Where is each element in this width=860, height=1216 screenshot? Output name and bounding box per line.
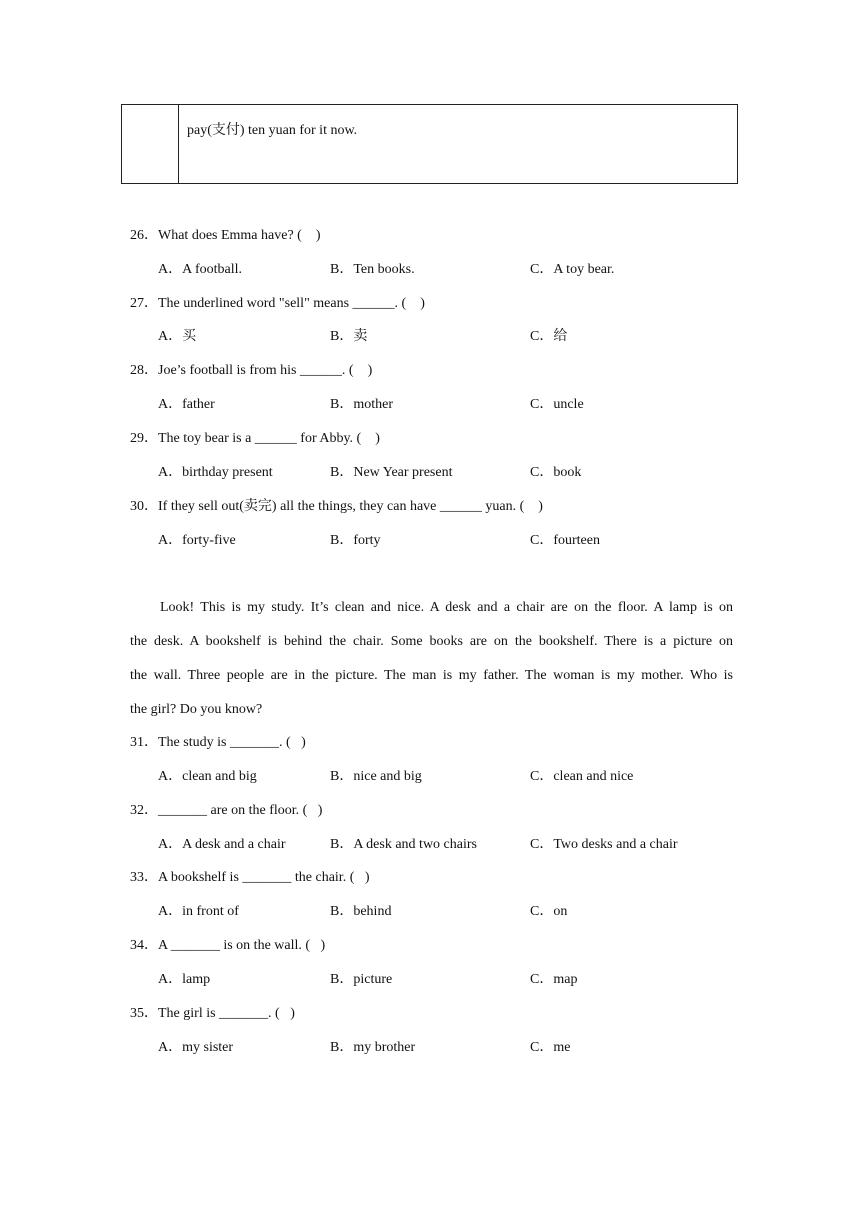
q27-option-c[interactable]: C．给 <box>530 329 568 344</box>
q29-option-c[interactable]: C．book <box>530 465 582 480</box>
passage-table <box>121 104 738 184</box>
q27-option-b[interactable]: B．卖 <box>330 329 368 344</box>
q32-option-b[interactable]: B．A desk and two chairs <box>330 837 477 852</box>
question-34: 34．A _______ is on the wall. ( ) <box>130 938 326 953</box>
q35-option-c[interactable]: C．me <box>530 1040 571 1055</box>
question-35: 35．The girl is _______. ( ) <box>130 1006 295 1021</box>
passage-line-2: the desk. A bookshelf is behind the chair. Some books are on the bookshelf. There is a picture on <box>130 634 733 649</box>
q34-option-c[interactable]: C．map <box>530 972 578 987</box>
q28-option-b[interactable]: B．mother <box>330 397 393 412</box>
q30-option-c[interactable]: C．fourteen <box>530 533 600 548</box>
q35-option-a[interactable]: A．my sister <box>158 1040 234 1055</box>
question-29: 29．The toy bear is a ______ for Abby. ( ) <box>130 431 380 446</box>
q33-option-b[interactable]: B．behind <box>330 904 392 919</box>
question-27: 27．The underlined word "sell" means ______. ( ) <box>130 296 425 311</box>
q31-option-c[interactable]: C．clean and nice <box>530 769 634 784</box>
question-33: 33．A bookshelf is _______ the chair. ( ) <box>130 870 370 885</box>
q33-option-c[interactable]: C．on <box>530 904 568 919</box>
q29-option-a[interactable]: A．birthday present <box>158 465 273 480</box>
q26-option-b[interactable]: B．Ten books. <box>330 262 415 277</box>
q26-option-c[interactable]: C．A toy bear. <box>530 262 615 277</box>
q27-option-a[interactable]: A．买 <box>158 329 197 344</box>
q30-option-b[interactable]: B．forty <box>330 533 381 548</box>
q26-option-a[interactable]: A．A football. <box>158 262 242 277</box>
question-30: 30．If they sell out(卖完) all the things, they can have ______ yuan. ( ) <box>130 499 543 514</box>
passage-line-3: the wall. Three people are in the picture. The man is my father. The woman is my mother. Who is <box>130 668 733 683</box>
q31-option-a[interactable]: A．clean and big <box>158 769 257 784</box>
q31-option-b[interactable]: B．nice and big <box>330 769 422 784</box>
q32-option-a[interactable]: A．A desk and a chair <box>158 837 286 852</box>
passage-line-1: Look! This is my study. It’s clean and nice. A desk and a chair are on the floor. A lamp is on <box>160 600 733 615</box>
q28-option-c[interactable]: C．uncle <box>530 397 584 412</box>
q28-option-a[interactable]: A．father <box>158 397 215 412</box>
q34-option-a[interactable]: A．lamp <box>158 972 211 987</box>
table-column-divider <box>178 105 179 183</box>
question-32: 32．_______ are on the floor. ( ) <box>130 803 323 818</box>
q32-option-c[interactable]: C．Two desks and a chair <box>530 837 678 852</box>
q35-option-b[interactable]: B．my brother <box>330 1040 416 1055</box>
q33-option-a[interactable]: A．in front of <box>158 904 239 919</box>
q34-option-b[interactable]: B．picture <box>330 972 393 987</box>
passage-line-4: the girl? Do you know? <box>130 702 263 717</box>
q30-option-a[interactable]: A．forty-five <box>158 533 236 548</box>
question-28: 28．Joe’s football is from his ______. ( ) <box>130 363 373 378</box>
question-31: 31．The study is _______. ( ) <box>130 735 306 750</box>
question-26: 26．What does Emma have? ( ) <box>130 228 321 243</box>
table-cell-text: pay(支付) ten yuan for it now. <box>187 123 358 138</box>
q29-option-b[interactable]: B．New Year present <box>330 465 453 480</box>
